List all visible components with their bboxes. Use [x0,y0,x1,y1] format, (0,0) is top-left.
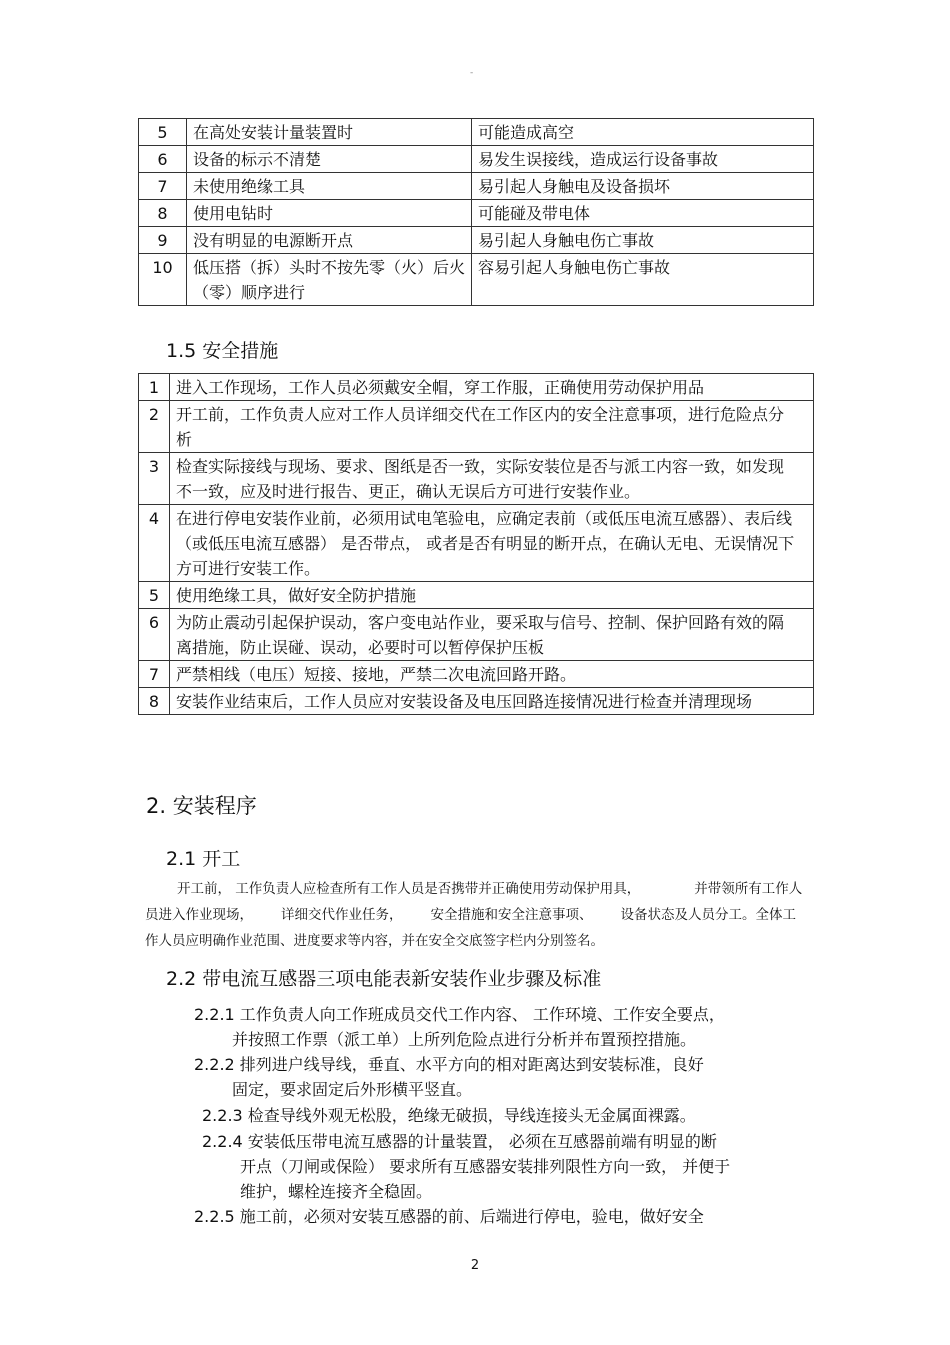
measure-text: 使用绝缘工具，做好安全防护措施 [170,582,814,609]
step-line: 2.2.5 施工前，必须对安装互感器的前、后端进行停电，验电，做好安全 [194,1207,704,1226]
measure-text: 检查实际接线与现场、要求、图纸是否一致，实际安装位是否与派工内容一致，如发现不一致，应及时进行报告、更正，确认无误后方可进行安装作业。 [170,453,814,505]
hazard-risk: 可能碰及带电体 [472,200,814,227]
paragraph-2-1 [145,876,805,954]
step-2-2-4 [202,1129,730,1204]
step-line: 并按照工作票（派工单）上所列危险点进行分析并布置预控措施。 [232,1030,697,1049]
measure-num: 8 [139,688,170,715]
page-number: 2 [470,1258,480,1273]
measure-num: 6 [139,609,170,661]
table-row [139,173,814,200]
hazard-risk: 易引起人身触电及设备损坏 [472,173,814,200]
table-row [139,505,814,582]
step-line: 固定，要求固定后外形横平竖直。 [232,1080,473,1099]
paragraph-part: 开工前， 工作负责人应检查所有工作人员是否携带并正确使用劳动保护用具， [177,881,641,897]
measure-num: 4 [139,505,170,582]
table-row [139,401,814,453]
table-row [139,582,814,609]
paragraph-part: 安全措施和安全注意事项、 [430,907,593,923]
measure-num: 1 [139,374,170,401]
paragraph-part: 详细交代作业任务， [281,907,403,923]
measure-text: 安装作业结束后，工作人员应对安装设备及电压回路连接情况进行检查并清理现场 [170,688,814,715]
measure-text: 在进行停电安装作业前，必须用试电笔验电，应确定表前（或低压电流互感器）、表后线（或低压电流互感器） 是否带点， 或者是否有明显的断开点，在确认无电、无误情况下方可进行安装工作。 [170,505,814,582]
hazard-num: 8 [139,200,187,227]
measure-text: 为防止震动引起保护误动，客户变电站作业，要采取与信号、控制、保护回路有效的隔离措施，防止误碰、误动，必要时可以暂停保护压板 [170,609,814,661]
section-heading-2-2: 2.2 带电流互感器三项电能表新安装作业步骤及标准 [166,968,602,990]
table-row [139,200,814,227]
hazard-num: 10 [139,254,187,306]
step-2-2-1 [194,1002,725,1052]
hazard-item: 低压搭（拆）头时不按先零（火）后火（零）顺序进行 [187,254,472,306]
section-heading-2-1: 2.1 开工 [166,848,241,870]
hazard-item: 设备的标示不清楚 [187,146,472,173]
hazard-risk: 易引起人身触电伤亡事故 [472,227,814,254]
table-row [139,374,814,401]
hazard-item: 使用电钻时 [187,200,472,227]
step-line: 2.2.2 排列进户线导线，垂直、水平方向的相对距离达到安装标准，良好 [194,1055,704,1074]
step-line: 2.2.4 安装低压带电流互感器的计量装置， 必须在互感器前端有明显的断 [202,1132,717,1151]
hazard-risk: 容易引起人身触电伤亡事故 [472,254,814,306]
step-2-2-2 [194,1052,704,1102]
section-heading-1-5: 1.5 安全措施 [166,340,279,362]
step-line: 2.2.1 工作负责人向工作班成员交代工作内容、 工作环境、工作安全要点， [194,1005,725,1024]
paragraph-part: 并带领所有工作人员进入作业现场， [145,881,803,923]
step-line: 维护，螺栓连接齐全稳固。 [240,1182,433,1201]
hazard-risk: 易发生误接线，造成运行设备事故 [472,146,814,173]
step-2-2-3 [202,1103,696,1128]
measure-text: 严禁相线（电压）短接、接地，严禁二次电流回路开路。 [170,661,814,688]
measure-num: 3 [139,453,170,505]
table-row [139,688,814,715]
measure-num: 7 [139,661,170,688]
hazard-num: 7 [139,173,187,200]
step-line: 开点（刀闸或保险） 要求所有互感器安装排列限性方向一致， 并便于 [240,1157,731,1176]
paragraph-part: 设备状态及人员分工。全体工作人员应明确作业范围、进度要求等内容，并在安全交底签字栏内分别签名。 [145,907,796,949]
hazard-num: 9 [139,227,187,254]
step-line: 2.2.3 检查导线外观无松股，绝缘无破损，导线连接头无金属面裸露。 [202,1106,696,1125]
table-row [139,453,814,505]
hazard-num: 6 [139,146,187,173]
table-row [139,146,814,173]
safety-measures-table [138,373,814,715]
measure-num: 5 [139,582,170,609]
hazard-item: 没有明显的电源断开点 [187,227,472,254]
table-row [139,609,814,661]
header-mark: - [470,68,474,78]
table-row [139,119,814,146]
measure-text: 开工前，工作负责人应对工作人员详细交代在工作区内的安全注意事项，进行危险点分析 [170,401,814,453]
measure-num: 2 [139,401,170,453]
hazard-table [138,118,814,306]
hazard-risk: 可能造成高空 [472,119,814,146]
table-row [139,661,814,688]
hazard-num: 5 [139,119,187,146]
table-row [139,254,814,306]
section-heading-2: 2. 安装程序 [146,794,257,818]
hazard-item: 在高处安装计量装置时 [187,119,472,146]
hazard-item: 未使用绝缘工具 [187,173,472,200]
step-2-2-5 [194,1204,704,1229]
table-row [139,227,814,254]
measure-text: 进入工作现场，工作人员必须戴安全帽，穿工作服，正确使用劳动保护用品 [170,374,814,401]
